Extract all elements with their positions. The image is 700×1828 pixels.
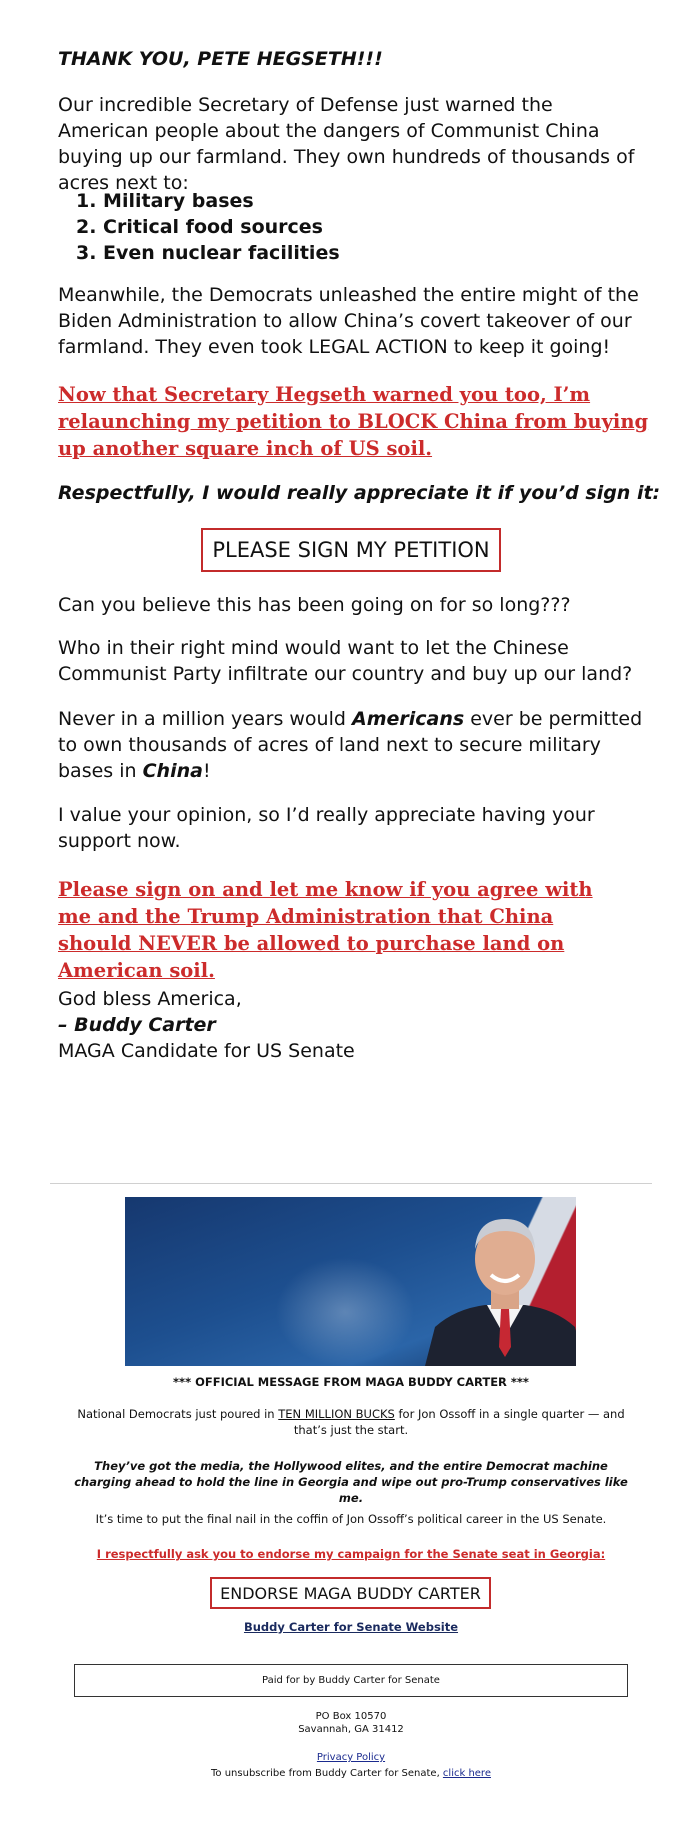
- city-line: Savannah, GA 31412: [298, 1724, 404, 1735]
- closing-line: God bless America,: [58, 988, 242, 1010]
- section-divider: [50, 1183, 652, 1184]
- candidate-banner-image: [125, 1197, 576, 1366]
- endorse-intro-link[interactable]: I respectfully ask you to endorse my campaign for the Senate seat in Georgia:: [96, 1547, 606, 1561]
- list-item: 3. Even nuclear facilities: [76, 242, 340, 264]
- americans-emphasis: Americans: [351, 708, 465, 730]
- believe-paragraph: Can you believe this has been going on for so long???: [58, 594, 571, 616]
- signature-block: [58, 986, 355, 1064]
- sign-on-link[interactable]: Please sign on and let me know if you agree with me and the Trump Administration that China should NEVER be allowed to purchase land on American soil.: [58, 878, 593, 982]
- privacy-policy-link[interactable]: Privacy Policy: [316, 1752, 386, 1763]
- signer-name: – Buddy Carter: [58, 1014, 216, 1036]
- value-paragraph: I value your opinion, so I’d really appreciate having your support now.: [58, 804, 595, 852]
- list-item: 2. Critical food sources: [76, 216, 323, 238]
- signer-title: MAGA Candidate for US Senate: [58, 1040, 355, 1062]
- po-box: PO Box 10570: [315, 1711, 387, 1722]
- respectfully-text: Respectfully, I would really appreciate it if you’d sign it:: [58, 482, 661, 504]
- china-emphasis: China: [142, 760, 203, 782]
- never-paragraph: Never in a million years would Americans ever be permitted to own thousands of acres of land next to secure military bases in China!: [58, 708, 643, 782]
- unsubscribe-line: To unsubscribe from Buddy Carter for Senate, click here: [211, 1768, 491, 1779]
- letter-heading: THANK YOU, PETE HEGSETH!!!: [58, 48, 383, 70]
- candidate-portrait: [425, 1197, 576, 1366]
- website-link[interactable]: Buddy Carter for Senate Website: [243, 1620, 459, 1634]
- relaunch-petition-link[interactable]: Now that Secretary Hegseth warned you too, I’m relaunching my petition to BLOCK China from buying up another square inch of US soil.: [58, 383, 649, 460]
- poured-paragraph: National Democrats just poured in TEN MILLION BUCKS for Jon Ossoff in a single quarter — and that’s just the start.: [77, 1407, 625, 1437]
- sign-petition-button[interactable]: PLEASE SIGN MY PETITION: [201, 528, 501, 572]
- threat-list: [76, 188, 340, 266]
- democrats-paragraph: Meanwhile, the Democrats unleashed the entire might of the Biden Administration to allow China’s covert takeover of our farmland. They even took LEGAL ACTION to keep it going!: [58, 284, 639, 358]
- endorse-button[interactable]: ENDORSE MAGA BUDDY CARTER: [210, 1577, 491, 1609]
- intro-paragraph: Our incredible Secretary of Defense just warned the American people about the dangers of Communist China buying up our farmland. They own hundreds of thousands of acres next to:: [58, 94, 635, 194]
- paid-for-box: Paid for by Buddy Carter for Senate: [74, 1664, 628, 1697]
- media-paragraph: They’ve got the media, the Hollywood elites, and the entire Democrat machine charging ahead to hold the line in Georgia and wipe out pro-Trump conservatives like me.: [74, 1459, 628, 1505]
- unsubscribe-link[interactable]: click here: [442, 1768, 491, 1779]
- nail-paragraph: It’s time to put the final nail in the coffin of Jon Ossoff’s political career in the US Senate.: [95, 1512, 607, 1526]
- list-item: 1. Military bases: [76, 190, 254, 212]
- official-message-heading: *** OFFICIAL MESSAGE FROM MAGA BUDDY CARTER ***: [173, 1375, 529, 1389]
- who-paragraph: Who in their right mind would want to let the Chinese Communist Party infiltrate our country and buy up our land?: [58, 637, 633, 685]
- address-block: [70, 1710, 632, 1736]
- ten-million-text: TEN MILLION BUCKS: [278, 1407, 395, 1421]
